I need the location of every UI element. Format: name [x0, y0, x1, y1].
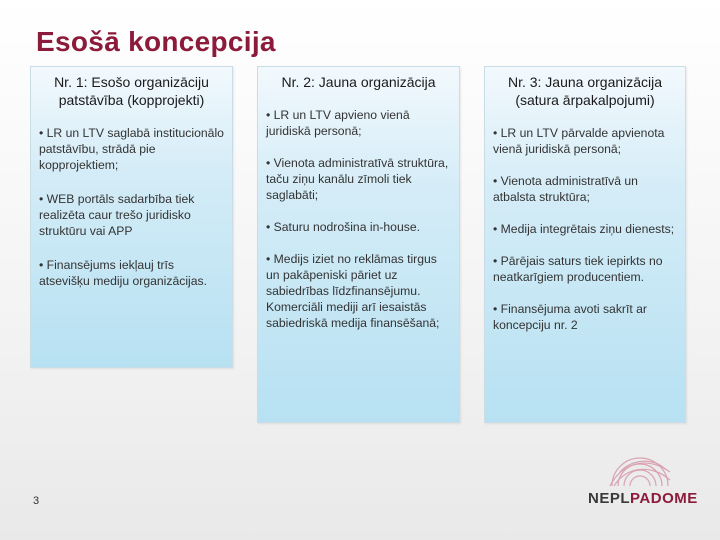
concept-card-3 [484, 66, 686, 423]
concept-card-1 [30, 66, 233, 368]
concept-card-item: • Vienota administratīvā struktūra, taču ziņu kanālu zīmoli tiek saglabāti; [266, 156, 449, 202]
concept-card-item: • Saturu nodrošina in-house. [266, 220, 420, 234]
concept-card-item: • Medija integrētais ziņu dienests; [493, 222, 675, 236]
concept-card-item: • Finansējums iekļauj trīs atsevišķu mediju organizācijas. [39, 258, 207, 288]
concept-card-item: • WEB portāls sadarbība tiek realizēta caur trešo juridisko struktūru vai APP [39, 192, 195, 238]
concept-card-heading: Nr. 3: Jauna organizācija (satura ārpakalpojumi) [507, 74, 663, 108]
concept-card-item: • Pārējais saturs tiek iepirkts no neatkarīgiem producentiem. [493, 254, 663, 284]
logo-text-part2: PADOME [630, 490, 698, 507]
concept-card-item: • LR un LTV pārvalde apvienota vienā juridiskā personā; [493, 126, 665, 156]
logo-text-part1: NEPL [588, 490, 631, 507]
logo-arcs-icon [608, 452, 672, 488]
nepl-padome-logo [588, 452, 698, 512]
concept-card-2 [257, 66, 460, 423]
concept-card-heading: Nr. 1: Esošo organizāciju patstāvība (kopprojekti) [54, 74, 209, 108]
concept-card-heading: Nr. 2: Jauna organizācija [281, 74, 436, 90]
concept-card-item: • LR un LTV apvieno vienā juridiskā personā; [266, 108, 410, 138]
concept-card-item: • LR un LTV saglabā institucionālo patstāvību, strādā pie kopprojektiem; [39, 126, 224, 172]
concept-card-item: • Medijs iziet no reklāmas tirgus un pakāpeniski pāriet uz sabiedrības līdzfinansējumu. Komerciāli mediji arī iesaistās sabiedriskā medija finansēšanā; [266, 252, 440, 330]
logo-wordmark [588, 490, 698, 507]
concept-card-item: • Vienota administratīvā un atbalsta struktūra; [493, 174, 638, 204]
page-number: 3 [33, 495, 40, 507]
concept-card-item: • Finansējuma avoti sakrīt ar koncepciju nr. 2 [493, 302, 647, 332]
slide-title: Esošā koncepcija [36, 26, 276, 57]
